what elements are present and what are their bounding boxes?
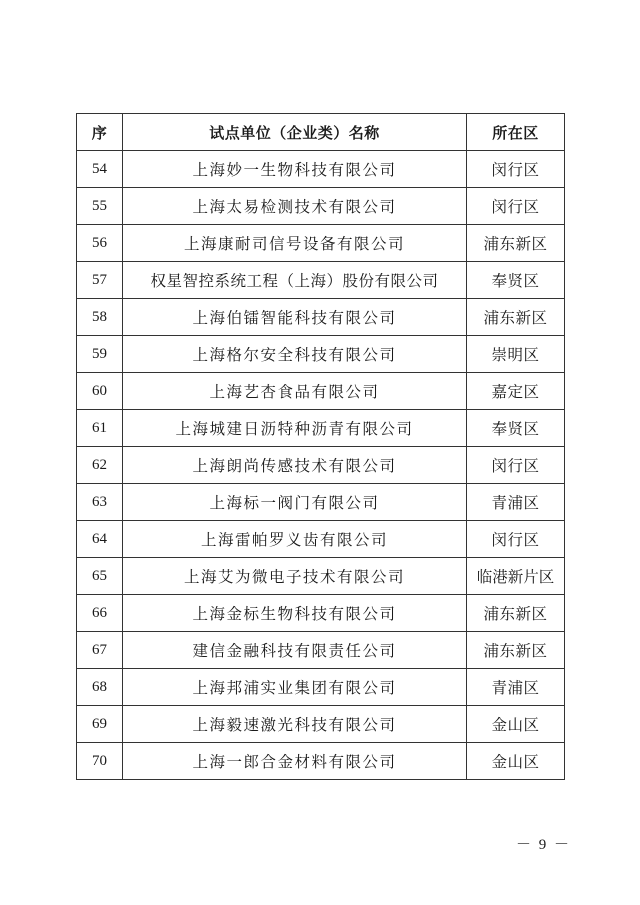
row-index: 66 <box>77 595 123 632</box>
row-index: 56 <box>77 225 123 262</box>
table-row <box>77 706 565 743</box>
row-unit-name: 上海伯镭智能科技有限公司 <box>123 299 467 336</box>
row-unit-name: 上海一郎合金材料有限公司 <box>123 743 467 780</box>
row-index: 57 <box>77 262 123 299</box>
row-district: 闵行区 <box>467 188 565 225</box>
row-district: 闵行区 <box>467 447 565 484</box>
row-unit-name: 上海城建日沥特种沥青有限公司 <box>123 410 467 447</box>
row-index: 64 <box>77 521 123 558</box>
row-unit-name: 上海艾为微电子技术有限公司 <box>123 558 467 595</box>
row-index: 68 <box>77 669 123 706</box>
row-unit-name: 上海标一阀门有限公司 <box>123 484 467 521</box>
row-district: 闵行区 <box>467 151 565 188</box>
table-row <box>77 336 565 373</box>
row-district: 金山区 <box>467 743 565 780</box>
row-unit-name: 上海邦浦实业集团有限公司 <box>123 669 467 706</box>
row-district: 临港新片区 <box>467 558 565 595</box>
row-index: 54 <box>77 151 123 188</box>
row-district: 崇明区 <box>467 336 565 373</box>
row-index: 67 <box>77 632 123 669</box>
row-district: 金山区 <box>467 706 565 743</box>
table-row <box>77 373 565 410</box>
row-district: 青浦区 <box>467 669 565 706</box>
table-row <box>77 299 565 336</box>
table-row <box>77 743 565 780</box>
table-row <box>77 151 565 188</box>
table-row <box>77 558 565 595</box>
page-number: － 9 － <box>516 837 572 853</box>
table-row <box>77 447 565 484</box>
row-unit-name: 上海金标生物科技有限公司 <box>123 595 467 632</box>
header-unit-name: 试点单位（企业类）名称 <box>123 114 467 151</box>
row-unit-name: 上海雷帕罗义齿有限公司 <box>123 521 467 558</box>
header-index: 序 <box>77 114 123 151</box>
row-district: 青浦区 <box>467 484 565 521</box>
row-unit-name: 上海妙一生物科技有限公司 <box>123 151 467 188</box>
header-district: 所在区 <box>467 114 565 151</box>
table-row <box>77 595 565 632</box>
row-index: 69 <box>77 706 123 743</box>
row-district: 浦东新区 <box>467 595 565 632</box>
row-district: 闵行区 <box>467 521 565 558</box>
row-unit-name: 上海毅速激光科技有限公司 <box>123 706 467 743</box>
row-index: 59 <box>77 336 123 373</box>
row-unit-name: 权星智控系统工程（上海）股份有限公司 <box>123 262 467 299</box>
row-district: 奉贤区 <box>467 262 565 299</box>
row-district: 嘉定区 <box>467 373 565 410</box>
table-row <box>77 188 565 225</box>
row-index: 55 <box>77 188 123 225</box>
table-row <box>77 225 565 262</box>
row-index: 63 <box>77 484 123 521</box>
row-district: 奉贤区 <box>467 410 565 447</box>
row-index: 60 <box>77 373 123 410</box>
row-index: 58 <box>77 299 123 336</box>
pilot-units-table <box>76 113 565 780</box>
table-row <box>77 410 565 447</box>
row-unit-name: 建信金融科技有限责任公司 <box>123 632 467 669</box>
row-index: 70 <box>77 743 123 780</box>
table-row <box>77 262 565 299</box>
row-district: 浦东新区 <box>467 299 565 336</box>
row-district: 浦东新区 <box>467 632 565 669</box>
table-row <box>77 484 565 521</box>
row-index: 65 <box>77 558 123 595</box>
row-index: 61 <box>77 410 123 447</box>
row-unit-name: 上海艺杏食品有限公司 <box>123 373 467 410</box>
row-unit-name: 上海康耐司信号设备有限公司 <box>123 225 467 262</box>
table-row <box>77 669 565 706</box>
row-unit-name: 上海格尔安全科技有限公司 <box>123 336 467 373</box>
table-header-row <box>77 114 565 151</box>
table-row <box>77 521 565 558</box>
pilot-units-table-wrap <box>76 113 564 780</box>
row-index: 62 <box>77 447 123 484</box>
table-row <box>77 632 565 669</box>
row-district: 浦东新区 <box>467 225 565 262</box>
row-unit-name: 上海朗尚传感技术有限公司 <box>123 447 467 484</box>
row-unit-name: 上海太易检测技术有限公司 <box>123 188 467 225</box>
